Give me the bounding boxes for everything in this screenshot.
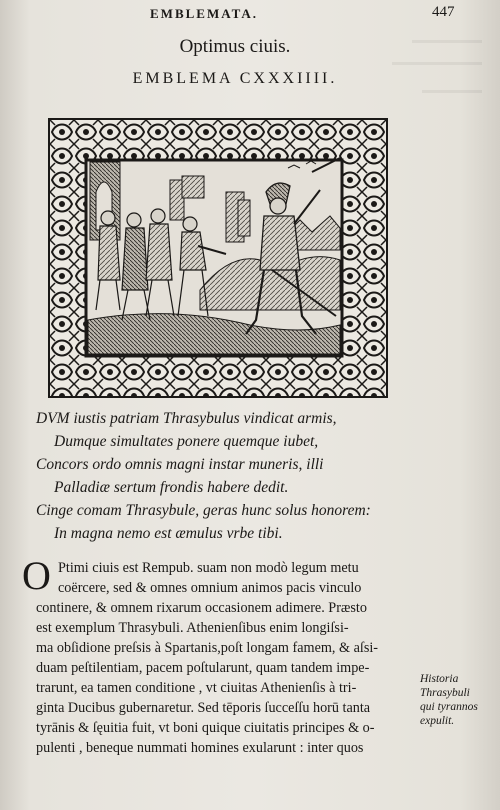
commentary-line: duam peſtilentiam, pacem poſtularunt, quam tandem impe- [36,660,370,676]
verse-line: Dumque simultates ponere quemque iubet, [54,433,319,450]
marginal-note-line: qui tyrannos [420,701,478,713]
drop-capital: O [22,553,51,598]
verse-line: Cinge comam Thrasybule, geras hunc solus honorem: [36,502,371,519]
commentary-line: pulenti , beneque nummati homines exularunt : inter quos [36,740,364,756]
page-number: 447 [432,4,455,20]
verse-line: Palladiæ sertum frondis habere dedit. [54,479,289,496]
marginal-note-line: Historia [420,673,459,685]
marginal-note-line: expulit. [420,715,455,727]
running-head: EMBLEMATA. [150,6,258,21]
emblem-motto: Optimus ciuis. [179,36,291,57]
commentary-line: ma obſidione preſsis à Spartanis,poſt longam famem, & aſsi- [36,640,379,656]
commentary-line: Ptimi ciuis est Rempub. suam non modò legum metu [58,560,359,576]
commentary-line: ginta Ducibus gubernaretur. Sed tēporis ſucceſſu horū tanta [36,700,371,716]
commentary-line: trarunt, ea tamen conditione , vt ciuitas Athenienſis à tri- [36,680,357,696]
woodcut-illustration [50,120,386,396]
verse-line: DVM iustis patriam Thrasybulus vindicat armis, [36,410,337,427]
verse-line: Concors ordo omnis magni instar muneris, illi [36,456,324,473]
commentary-line: coërcere, sed & omnes omnium animos pacis vinculo [58,580,362,596]
bleed-through-mark [392,62,482,65]
bleed-through-mark [422,90,482,93]
woodcut-frame [48,118,388,398]
emblem-number: EMBLEMA CXXXIIII. [132,70,338,87]
commentary-line: tyrānis & ſęuitia fuit, vt boni quique ciuitatis principes & o- [36,720,375,736]
verse-line: In magna nemo est æmulus vrbe tibi. [54,525,283,542]
commentary-line: est exemplum Thrasybuli. Athenienſibus enim longiſsi- [36,620,349,636]
commentary-line: continere, & omnem rixarum occasionem adimere. Præsto [36,600,367,616]
marginal-note-line: Thrasybuli [420,687,470,699]
